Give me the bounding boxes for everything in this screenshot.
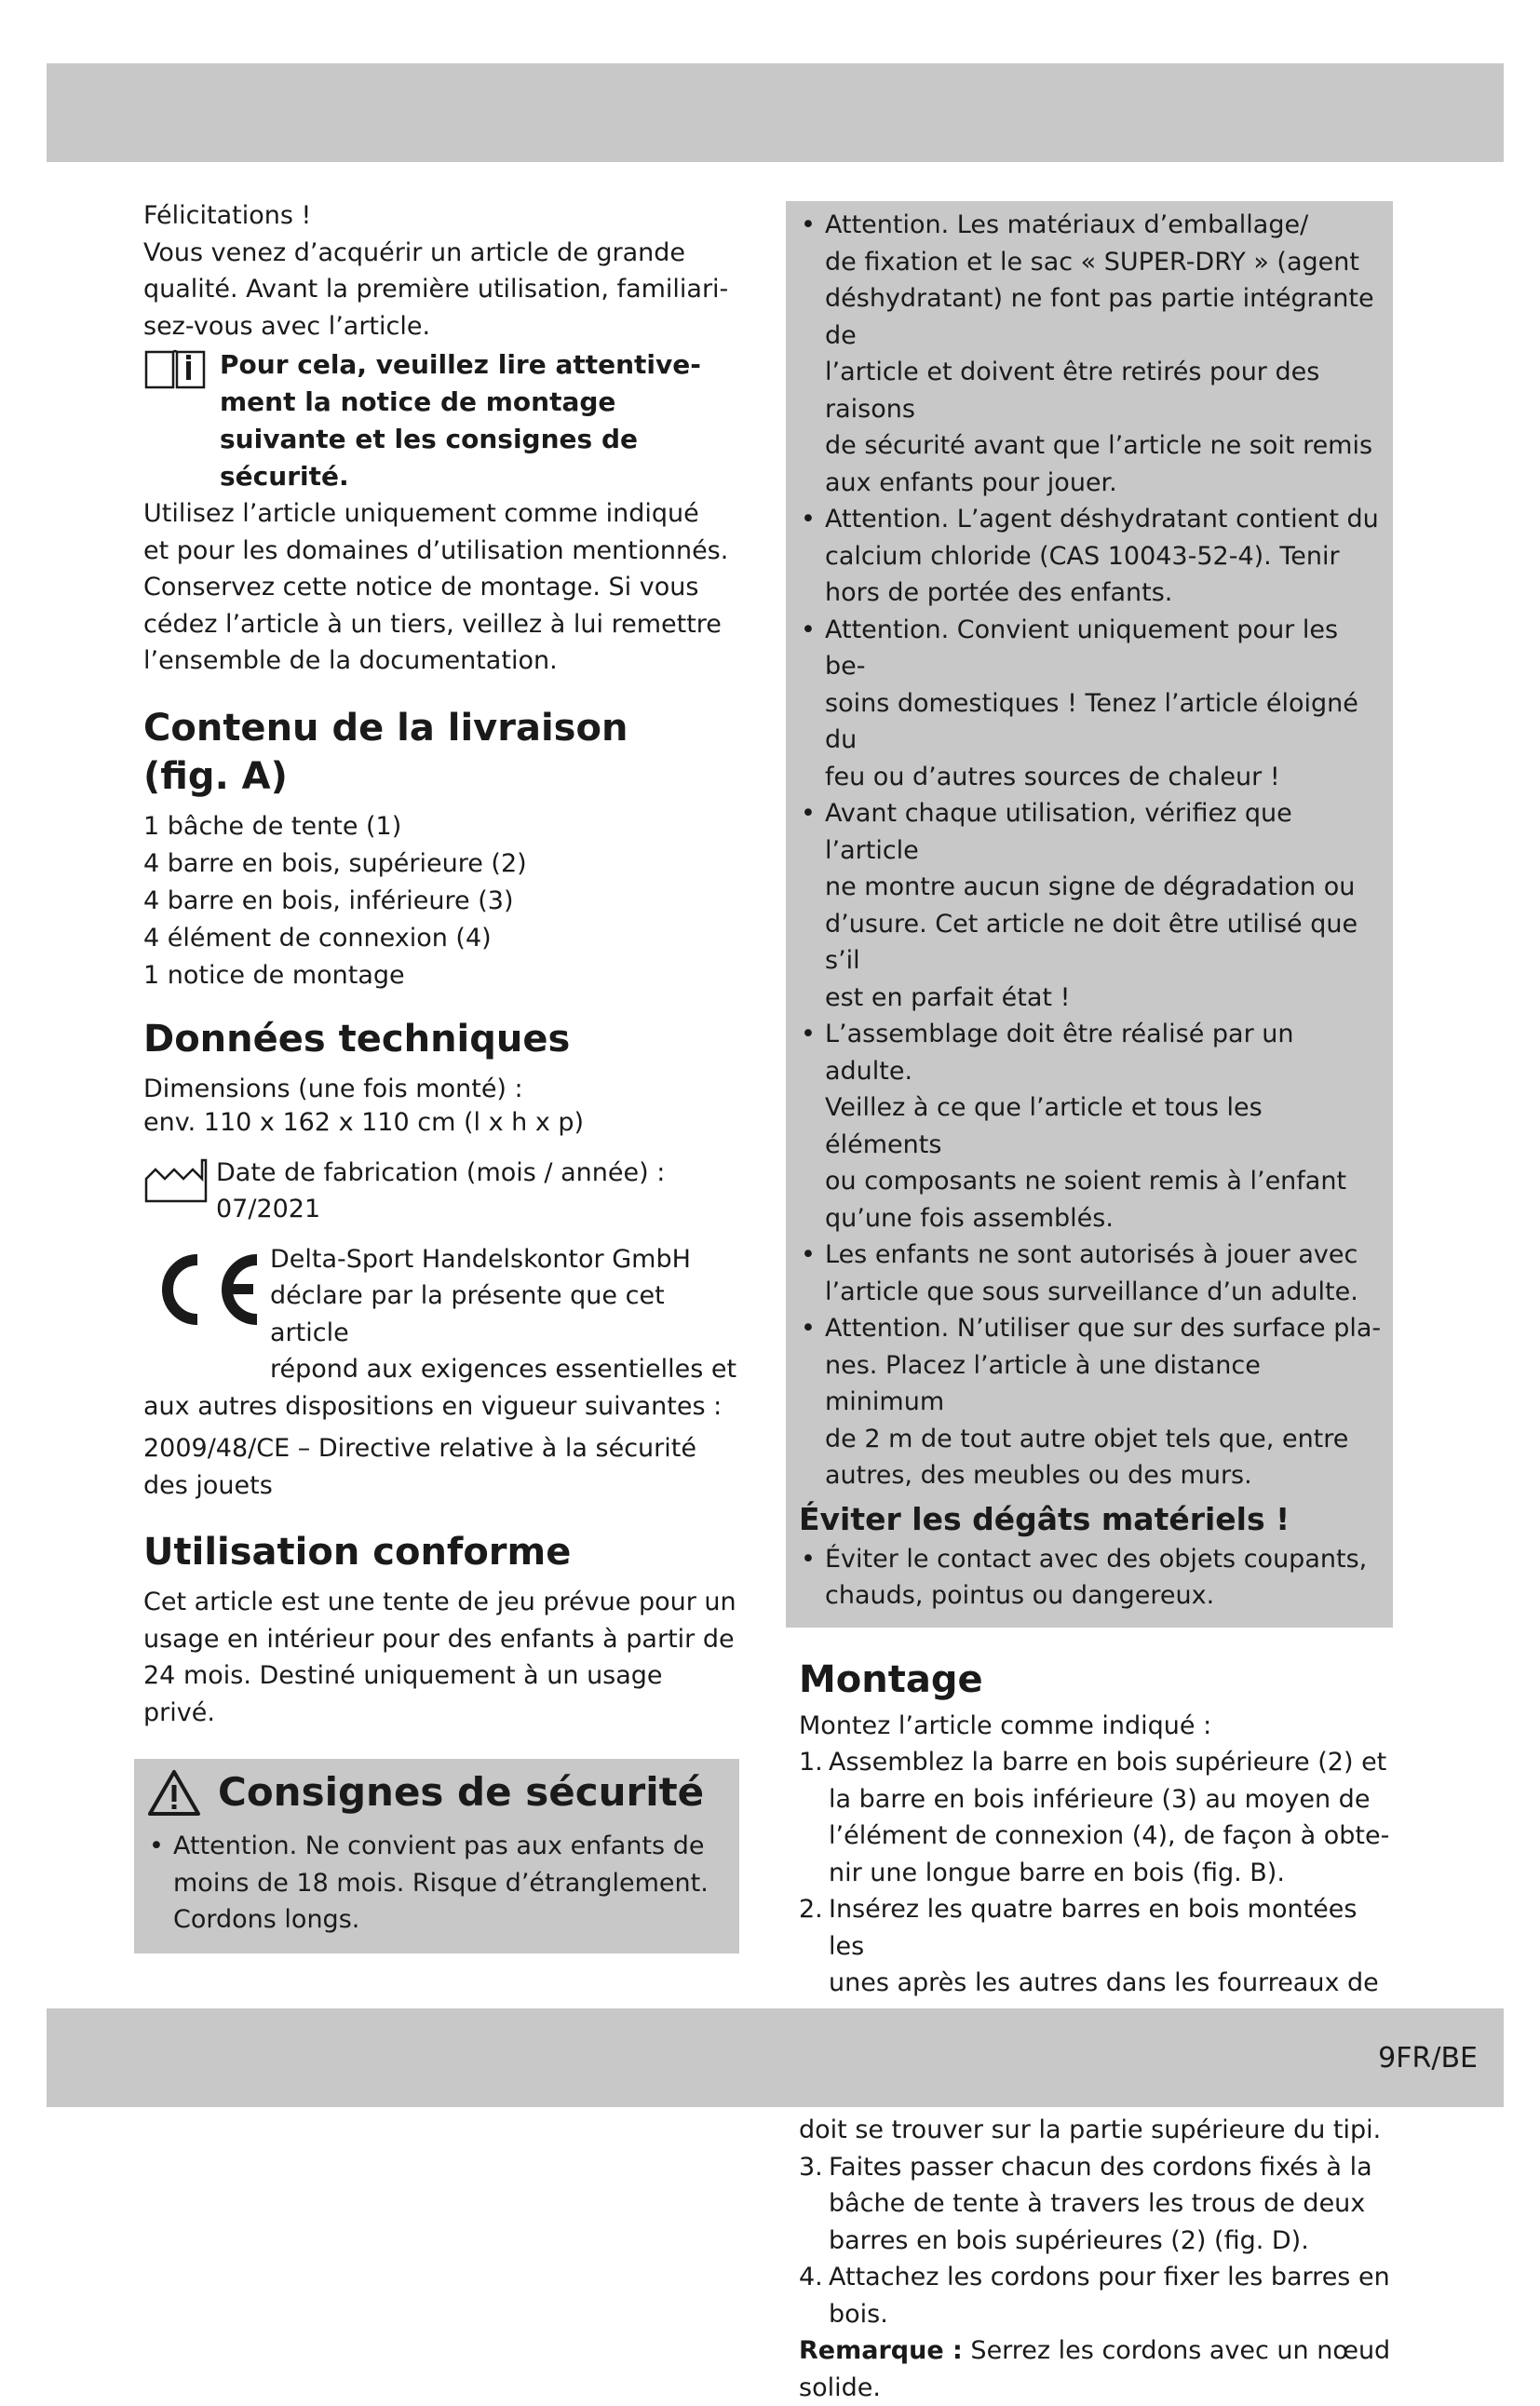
manufacture-date-label: Date de fabrication (mois / année) :: [216, 1155, 665, 1192]
bullet-item: [147, 1828, 726, 1939]
directive-line: des jouets: [143, 1467, 739, 1505]
list-item: 4 barre en bois, inférieure (3): [143, 883, 739, 920]
step-line: Assemblez la barre en bois supérieure (2) et: [829, 1744, 1395, 1781]
notice-line: sécurité.: [220, 458, 701, 495]
manufacture-date-value: 07/2021: [216, 1191, 665, 1228]
notice-line: suivante et les consignes de: [220, 421, 701, 458]
bullet-item: [799, 612, 1384, 796]
dimensions-line: Dimensions (une fois monté) :: [143, 1073, 739, 1106]
intro-paragraph-line: et pour les domaines d’utilisation mentionnés.: [143, 533, 739, 570]
dimensions: [143, 1073, 739, 1140]
ce-line: répond aux exigences essentielles et: [270, 1351, 739, 1388]
note-text: Serrez les cordons avec un nœud: [963, 2336, 1390, 2365]
utilisation-text: [143, 1584, 739, 1731]
note-line: doit se trouver sur la partie supérieure du tipi.: [799, 2112, 1395, 2149]
ce-line: aux autres dispositions en vigueur suivantes :: [143, 1388, 739, 1426]
intro-paragraph-line: Conservez cette notice de montage. Si vous: [143, 569, 739, 606]
step-line: Faites passer chacun des cordons fixés à la: [829, 2149, 1395, 2186]
bullet-line: de 2 m de tout autre objet tels que, entre: [825, 1421, 1384, 1458]
bullet-line: d’usure. Cet article ne doit être utilisé que s’il: [825, 906, 1384, 980]
step-number: 4.: [799, 2259, 823, 2296]
donnees-heading: Données techniques: [143, 1015, 739, 1063]
step-line: la barre en bois inférieure (3) au moyen de: [829, 1781, 1395, 1818]
bullet-item: [799, 1310, 1384, 1494]
bullet-item: [799, 501, 1384, 612]
read-instructions-notice: [143, 346, 739, 495]
warning-icon: [147, 1768, 201, 1817]
bullet-line: • Attention. L’agent déshydratant contient du: [825, 501, 1384, 538]
bullet-item: [799, 1016, 1384, 1237]
manufacture-date: [143, 1155, 739, 1228]
dimensions-line: env. 110 x 162 x 110 cm (l x h x p): [143, 1106, 739, 1140]
note-line: [799, 2332, 1395, 2370]
factory-icon: [143, 1158, 209, 1203]
utilisation-line: 24 mois. Destiné uniquement à un usage privé.: [143, 1657, 739, 1731]
notice-text: [220, 346, 701, 495]
bullet-item: [799, 1541, 1384, 1615]
intro-section: [143, 197, 739, 680]
ce-line: déclare par la présente que cet article: [270, 1277, 739, 1351]
bullet-line: • Attention. Convient uniquement pour les be-: [825, 612, 1384, 685]
bullet-line: feu ou d’autres sources de chaleur !: [825, 759, 1384, 796]
book-info-icon: [143, 348, 207, 389]
bullet-line: l’article que sous surveillance d’un adulte.: [825, 1274, 1384, 1311]
safety-box: [134, 1759, 739, 1953]
list-item: 4 barre en bois, supérieure (2): [143, 845, 739, 883]
page-number: 9FR/BE: [1378, 2042, 1478, 2075]
step-line: Insérez les quatre barres en bois montées les: [829, 1891, 1395, 1965]
bullet-line: • Avant chaque utilisation, vérifiez que l’article: [825, 795, 1384, 869]
bullet-line: • Attention. Les matériaux d’emballage/: [825, 207, 1384, 244]
step-number: 3.: [799, 2149, 823, 2186]
bullet-line: soins domestiques ! Tenez l’article éloigné du: [825, 685, 1384, 759]
ce-mark-icon: [143, 1252, 264, 1327]
utilisation-line: Cet article est une tente de jeu prévue pour un: [143, 1584, 739, 1621]
bullet-line: moins de 18 mois. Risque d’étranglement.: [173, 1865, 726, 1902]
bullet-line: Veillez à ce que l’article et tous les éléments: [825, 1089, 1384, 1163]
intro-paragraph-line: l’ensemble de la documentation.: [143, 642, 739, 680]
safety-heading: [147, 1768, 726, 1817]
list-item: 1 notice de montage: [143, 957, 739, 994]
notice-line: ment la notice de montage: [220, 384, 701, 421]
intro-line: qualité. Avant la première utilisation, familiari-: [143, 271, 739, 308]
bullet-line: déshydratant) ne font pas partie intégrante de: [825, 280, 1384, 354]
greeting: Félicitations !: [143, 197, 739, 235]
step-line: barres en bois supérieures (2) (fig. D).: [829, 2223, 1395, 2260]
step-line: unes après les autres dans les fourreaux de: [829, 1965, 1395, 2038]
bullet-line: nes. Placez l’article à une distance minimum: [825, 1347, 1384, 1421]
utilisation-heading: Utilisation conforme: [143, 1528, 739, 1576]
directive: [143, 1430, 739, 1504]
header-band: [47, 63, 1504, 162]
list-item: 1 bâche de tente (1): [143, 808, 739, 845]
bullet-line: est en parfait état !: [825, 980, 1384, 1017]
bullet-line: • Attention. N’utiliser que sur des surface pla-: [825, 1310, 1384, 1347]
montage-step: [799, 2259, 1395, 2332]
safety-continued-box: [786, 201, 1393, 1628]
bullet-line: calcium chloride (CAS 10043-52-4). Tenir: [825, 538, 1384, 575]
montage-note: [799, 2332, 1395, 2406]
ce-line: Delta-Sport Handelskontor GmbH: [270, 1241, 739, 1278]
bullet-line: • L’assemblage doit être réalisé par un adulte.: [825, 1016, 1384, 1089]
bullet-line: l’article et doivent être retirés pour des raisons: [825, 354, 1384, 427]
montage-heading: Montage: [799, 1656, 1395, 1704]
step-line: l’élément de connexion (4), de façon à obte-: [829, 1818, 1395, 1855]
step-number: 2.: [799, 1891, 823, 1928]
contenu-heading-line: (fig. A): [143, 755, 288, 798]
bullet-line: hors de portée des enfants.: [825, 574, 1384, 612]
bullet-line: de fixation et le sac « SUPER-DRY » (agent: [825, 244, 1384, 281]
bullet-line: chauds, pointus ou dangereux.: [825, 1577, 1384, 1615]
bullet-item: [799, 1237, 1384, 1310]
step-line: bois.: [829, 2296, 1395, 2333]
bullet-line: Cordons longs.: [173, 1901, 726, 1939]
bullet-line: aux enfants pour jouer.: [825, 465, 1384, 502]
note-line: solide.: [799, 2370, 1395, 2406]
safety-bullet: [147, 1828, 726, 1939]
list-item: 4 élément de connexion (4): [143, 920, 739, 957]
contenu-heading-line: Contenu de la livraison: [143, 707, 628, 750]
bullet-line: de sécurité avant que l’article ne soit remis: [825, 427, 1384, 465]
footer-band: [47, 2008, 1504, 2107]
degats-heading: Éviter les dégâts matériels !: [799, 1498, 1384, 1541]
intro-paragraph-line: cédez l’article à un tiers, veillez à lui remettre: [143, 606, 739, 643]
bullet-line: • Les enfants ne sont autorisés à jouer avec: [825, 1237, 1384, 1274]
step-line: Attachez les cordons pour fixer les barres en: [829, 2259, 1395, 2296]
intro-paragraph-line: Utilisez l’article uniquement comme indiqué: [143, 495, 739, 533]
utilisation-line: usage en intérieur pour des enfants à partir de: [143, 1621, 739, 1658]
bullet-line: autres, des meubles ou des murs.: [825, 1457, 1384, 1494]
bullet-item: [799, 207, 1384, 501]
ce-declaration: [143, 1241, 739, 1505]
contenu-list: [143, 808, 739, 994]
step-line: bâche de tente à travers les trous de deux: [829, 2185, 1395, 2223]
bullet-line: • Éviter le contact avec des objets coupants,: [825, 1541, 1384, 1578]
manufacture-date-text: [216, 1155, 665, 1228]
safety-heading-text: Consignes de sécurité: [218, 1768, 704, 1817]
intro-line: sez-vous avec l’article.: [143, 308, 739, 345]
bullet-item: [799, 795, 1384, 1016]
bullet-line: qu’une fois assemblés.: [825, 1200, 1384, 1237]
contenu-heading: [143, 704, 739, 801]
left-column: [143, 197, 739, 1953]
montage-intro: Montez l’article comme indiqué :: [799, 1708, 1395, 1745]
step-number: 1.: [799, 1744, 823, 1781]
montage-step: [799, 2149, 1395, 2260]
bullet-line: • Attention. Ne convient pas aux enfants de: [173, 1828, 726, 1865]
bullet-line: ne montre aucun signe de dégradation ou: [825, 869, 1384, 906]
notice-line: Pour cela, veuillez lire attentive-: [220, 346, 701, 384]
note-label: Remarque :: [799, 2336, 963, 2365]
intro-line: Vous venez d’acquérir un article de grande: [143, 235, 739, 272]
step-line: nir une longue barre en bois (fig. B).: [829, 1855, 1395, 1892]
montage-step: [799, 1744, 1395, 1891]
bullet-line: ou composants ne soient remis à l’enfant: [825, 1163, 1384, 1200]
directive-line: 2009/48/CE – Directive relative à la sécurité: [143, 1430, 739, 1467]
